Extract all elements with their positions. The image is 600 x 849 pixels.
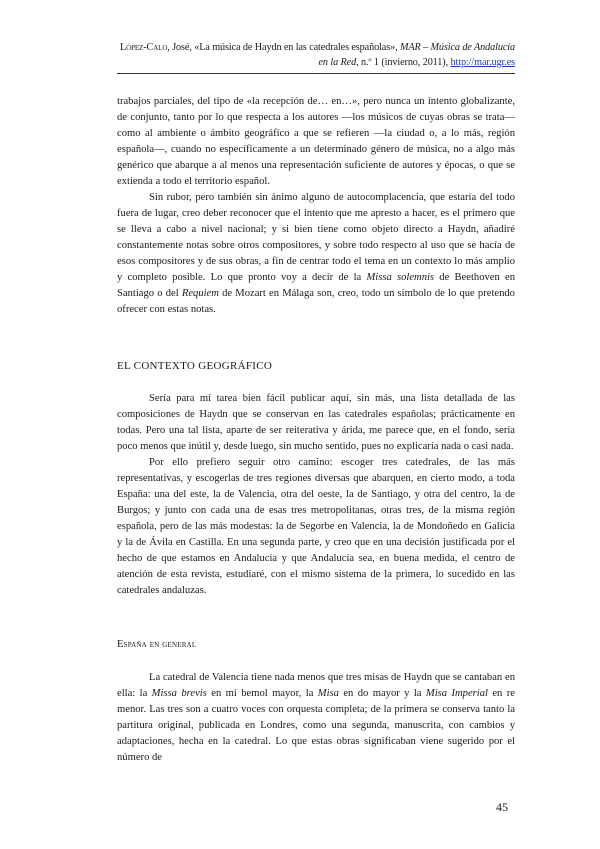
text-run: Sin rubor, pero también sin ánimo alguno de autocomplacencia, que estaría del todo fuera de lugar, creo deber reconocer que el intento que me apresto a hacer, es el primero que se lleva a cabo a nivel nacional; y si bien tiene como objeto directo a Haydn, añadiré constantemente notas sobre otros compositores, y sobre todo respecto al uso que se hacía de esos compositores y de sus obras, a fin de centrar todo el tema en un contexto lo más amplio y completo posible. Lo que pronto voy a decir de la [117,192,515,283]
paragraph: trabajos parciales, del tipo de «la recepción de… en…», pero nunca un intento globalizante, de conjunto, tanto por lo que respecta a los autores —los músicos de cuyas obras se trata— como al ambiente o ámbito geográfico a que se refieren —la ciudad o, a lo más, región española—, cuando no específicamente a un determinado género de música, no a algo más genérico que abarque a al menos una representación suficiente de autores y épocas, o que se extienda a todo el territorio español. [117,96,515,187]
paragraph [117,670,515,766]
italic-run: Misa Imperial [425,688,488,699]
body-text-middle [117,391,515,599]
paragraph [117,190,515,318]
header-journal: MAR – Música de Andalucía en la Red [318,42,515,68]
italic-run: Missa solemnis [366,272,435,283]
text-run: La catedral de Valencia tiene nada menos que tres misas de Haydn que se cantaban en ella: la [117,672,515,699]
header-rule [117,73,515,74]
header-issue: , n.º 1 (invierno, 2011), [356,57,451,68]
italic-run: Requiem [181,288,219,299]
italic-run: Missa brevis [151,688,207,699]
paragraph: Por ello prefiero seguir otro camino: escoger tres catedrales, de las más representativas, y escogerlas de tres regiones diversas que abarquen, en cierto modo, a toda España: una del este, la de Valencia, otra del oeste, la de Santiago, y otra del centro, la de Burgos; y junto con cada una de esas tres metropolitanas, otras tres, de la misma región española, pero de las más modestas: la de Segorbe en Valencia, la de Mondoñedo en Galicia y la de Ávila en Castilla. En una segunda parte, y creo que en una decisión justificada por el hecho de que estamos en Andalucía y que Andalucía sea, en buena medida, el centro de atención de esta revista, estudiaré, con el mismo sistema de la primera, lo sucedido en las catedrales andaluzas. [117,457,515,596]
text-run: en do mayor y la [338,688,426,699]
header-author-surname: López-Calo [120,42,168,53]
text-run: de Mozart en Málaga son, creo, todo un símbolo de lo que pretendo ofrecer con estas notas. [117,288,515,315]
section-heading: EL CONTEXTO GEOGRÁFICO [117,360,273,372]
paragraph: Sería para mí tarea bien fácil publicar aquí, sin más, una lista detallada de las composiciones de Haydn que se conservan en las catedrales españolas; prácticamente en todas. Pero una tal lista, aparte de ser reiterativa y árida, me parece que, en el fondo, sería poco menos que inútil y, desde luego, sin mucho sentido, pues no explicaría nada o casi nada. [117,393,515,452]
text-run: en re menor. Las tres son a cuatro voces con orquesta completa; de la primera se conserva tanto la partitura original, publicada en Londres, como una segunda, manuscrita, con cambios y adaptaciones, hecha en la catedral. Lo que estas obras significaban viene sugerido por el número de [117,688,515,763]
text-run: en mi bemol mayor, la [206,688,318,699]
subsection-heading: España en general [117,639,197,650]
italic-run: Misa [317,688,339,699]
body-text-top [117,94,515,318]
page-number: 45 [496,800,508,814]
header-url-link[interactable]: http://mar.ugr.es [450,57,515,68]
body-text-bottom [117,670,515,766]
running-header [117,40,515,70]
header-author-rest: , José, «La música de Haydn en las catedrales españolas», [167,42,400,53]
text-run: de Beethoven en Santiago o del [117,272,516,299]
